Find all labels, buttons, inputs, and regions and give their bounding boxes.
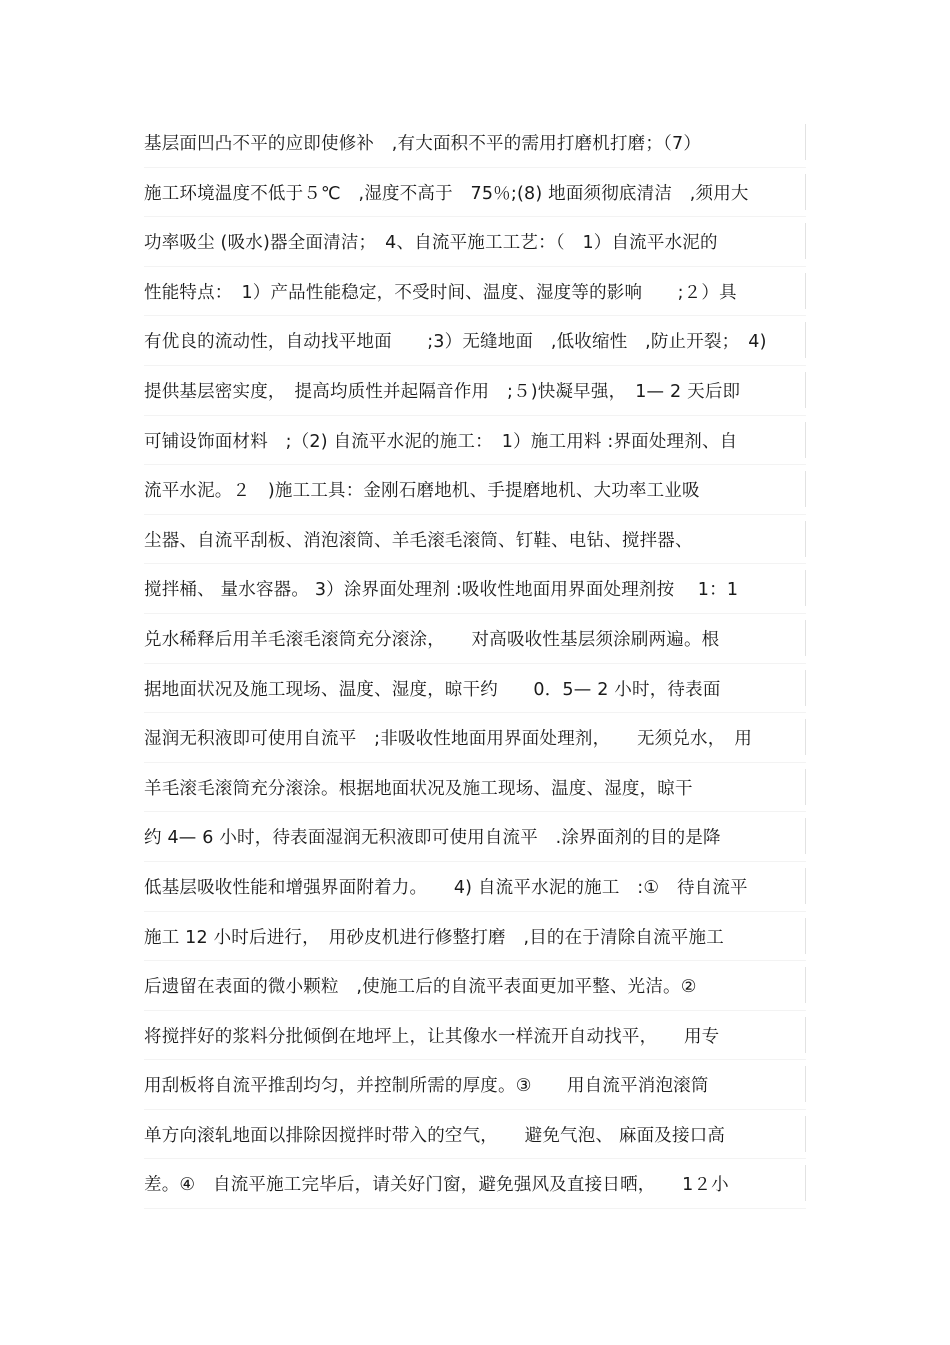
- text-line: 施工环境温度不低于５℃ ,湿度不高于 75％;(8) 地面须彻底清洁 ,须用大: [144, 170, 806, 220]
- text-line: 流平水泥。２ )施工工具：金刚石磨地机、手提磨地机、大功率工业吸: [144, 467, 806, 517]
- text-line: 将搅拌好的浆料分批倾倒在地坪上，让其像水一样流开自动找平， 用专: [144, 1013, 806, 1063]
- text-line: 湿润无积液即可使用自流平 ;非吸收性地面用界面处理剂， 无须兑水， 用: [144, 715, 806, 765]
- text-line: 单方向滚轧地面以排除因搅拌时带入的空气， 避免气泡、 麻面及接口高: [144, 1112, 806, 1162]
- text-line: 基层面凹凸不平的应即使修补 ,有大面积不平的需用打磨机打磨；（7）: [144, 120, 806, 170]
- text-line: 提供基层密实度， 提高均质性并起隔音作用 ;５)快凝早强， 1— 2 天后即: [144, 368, 806, 418]
- text-line: 施工 12 小时后进行， 用砂皮机进行修整打磨 ,目的在于清除自流平施工: [144, 914, 806, 964]
- text-line: 兑水稀释后用羊毛滚毛滚筒充分滚涂， 对高吸收性基层须涂刷两遍。根: [144, 616, 806, 666]
- text-line: 低基层吸收性能和增强界面附着力。 4) 自流平水泥的施工 :① 待自流平: [144, 864, 806, 914]
- text-line: 有优良的流动性，自动找平地面 ;3）无缝地面 ,低收缩性 ,防止开裂； 4): [144, 318, 806, 368]
- text-line: 差。④ 自流平施工完毕后，请关好门窗，避免强风及直接日晒， 1２小: [144, 1161, 806, 1211]
- text-line: 搅拌桶、 量水容器。 3）涂界面处理剂 :吸收性地面用界面处理剂按 1：1: [144, 566, 806, 616]
- text-line: 据地面状况及施工现场、温度、湿度，晾干约 0．5— 2 小时，待表面: [144, 666, 806, 716]
- text-line: 用刮板将自流平推刮均匀，并控制所需的厚度。③ 用自流平消泡滚筒: [144, 1062, 806, 1112]
- text-line: 可铺设饰面材料 ;（2) 自流平水泥的施工： 1）施工用料 :界面处理剂、自: [144, 418, 806, 468]
- text-line: 尘器、自流平刮板、消泡滚筒、羊毛滚毛滚筒、钉鞋、电钻、搅拌器、: [144, 517, 806, 567]
- body-text: [144, 120, 806, 1211]
- text-line: 后遗留在表面的微小颗粒 ,使施工后的自流平表面更加平整、光洁。②: [144, 963, 806, 1013]
- text-line: 功率吸尘 (吸水)器全面清洁； 4、自流平施工工艺：（ 1）自流平水泥的: [144, 219, 806, 269]
- text-line: 性能特点： 1）产品性能稳定，不受时间、温度、湿度等的影响 ;２）具: [144, 269, 806, 319]
- text-line: 约 4— 6 小时，待表面湿润无积液即可使用自流平 .涂界面剂的目的是降: [144, 814, 806, 864]
- text-line: 羊毛滚毛滚筒充分滚涂。根据地面状况及施工现场、温度、湿度，晾干: [144, 765, 806, 815]
